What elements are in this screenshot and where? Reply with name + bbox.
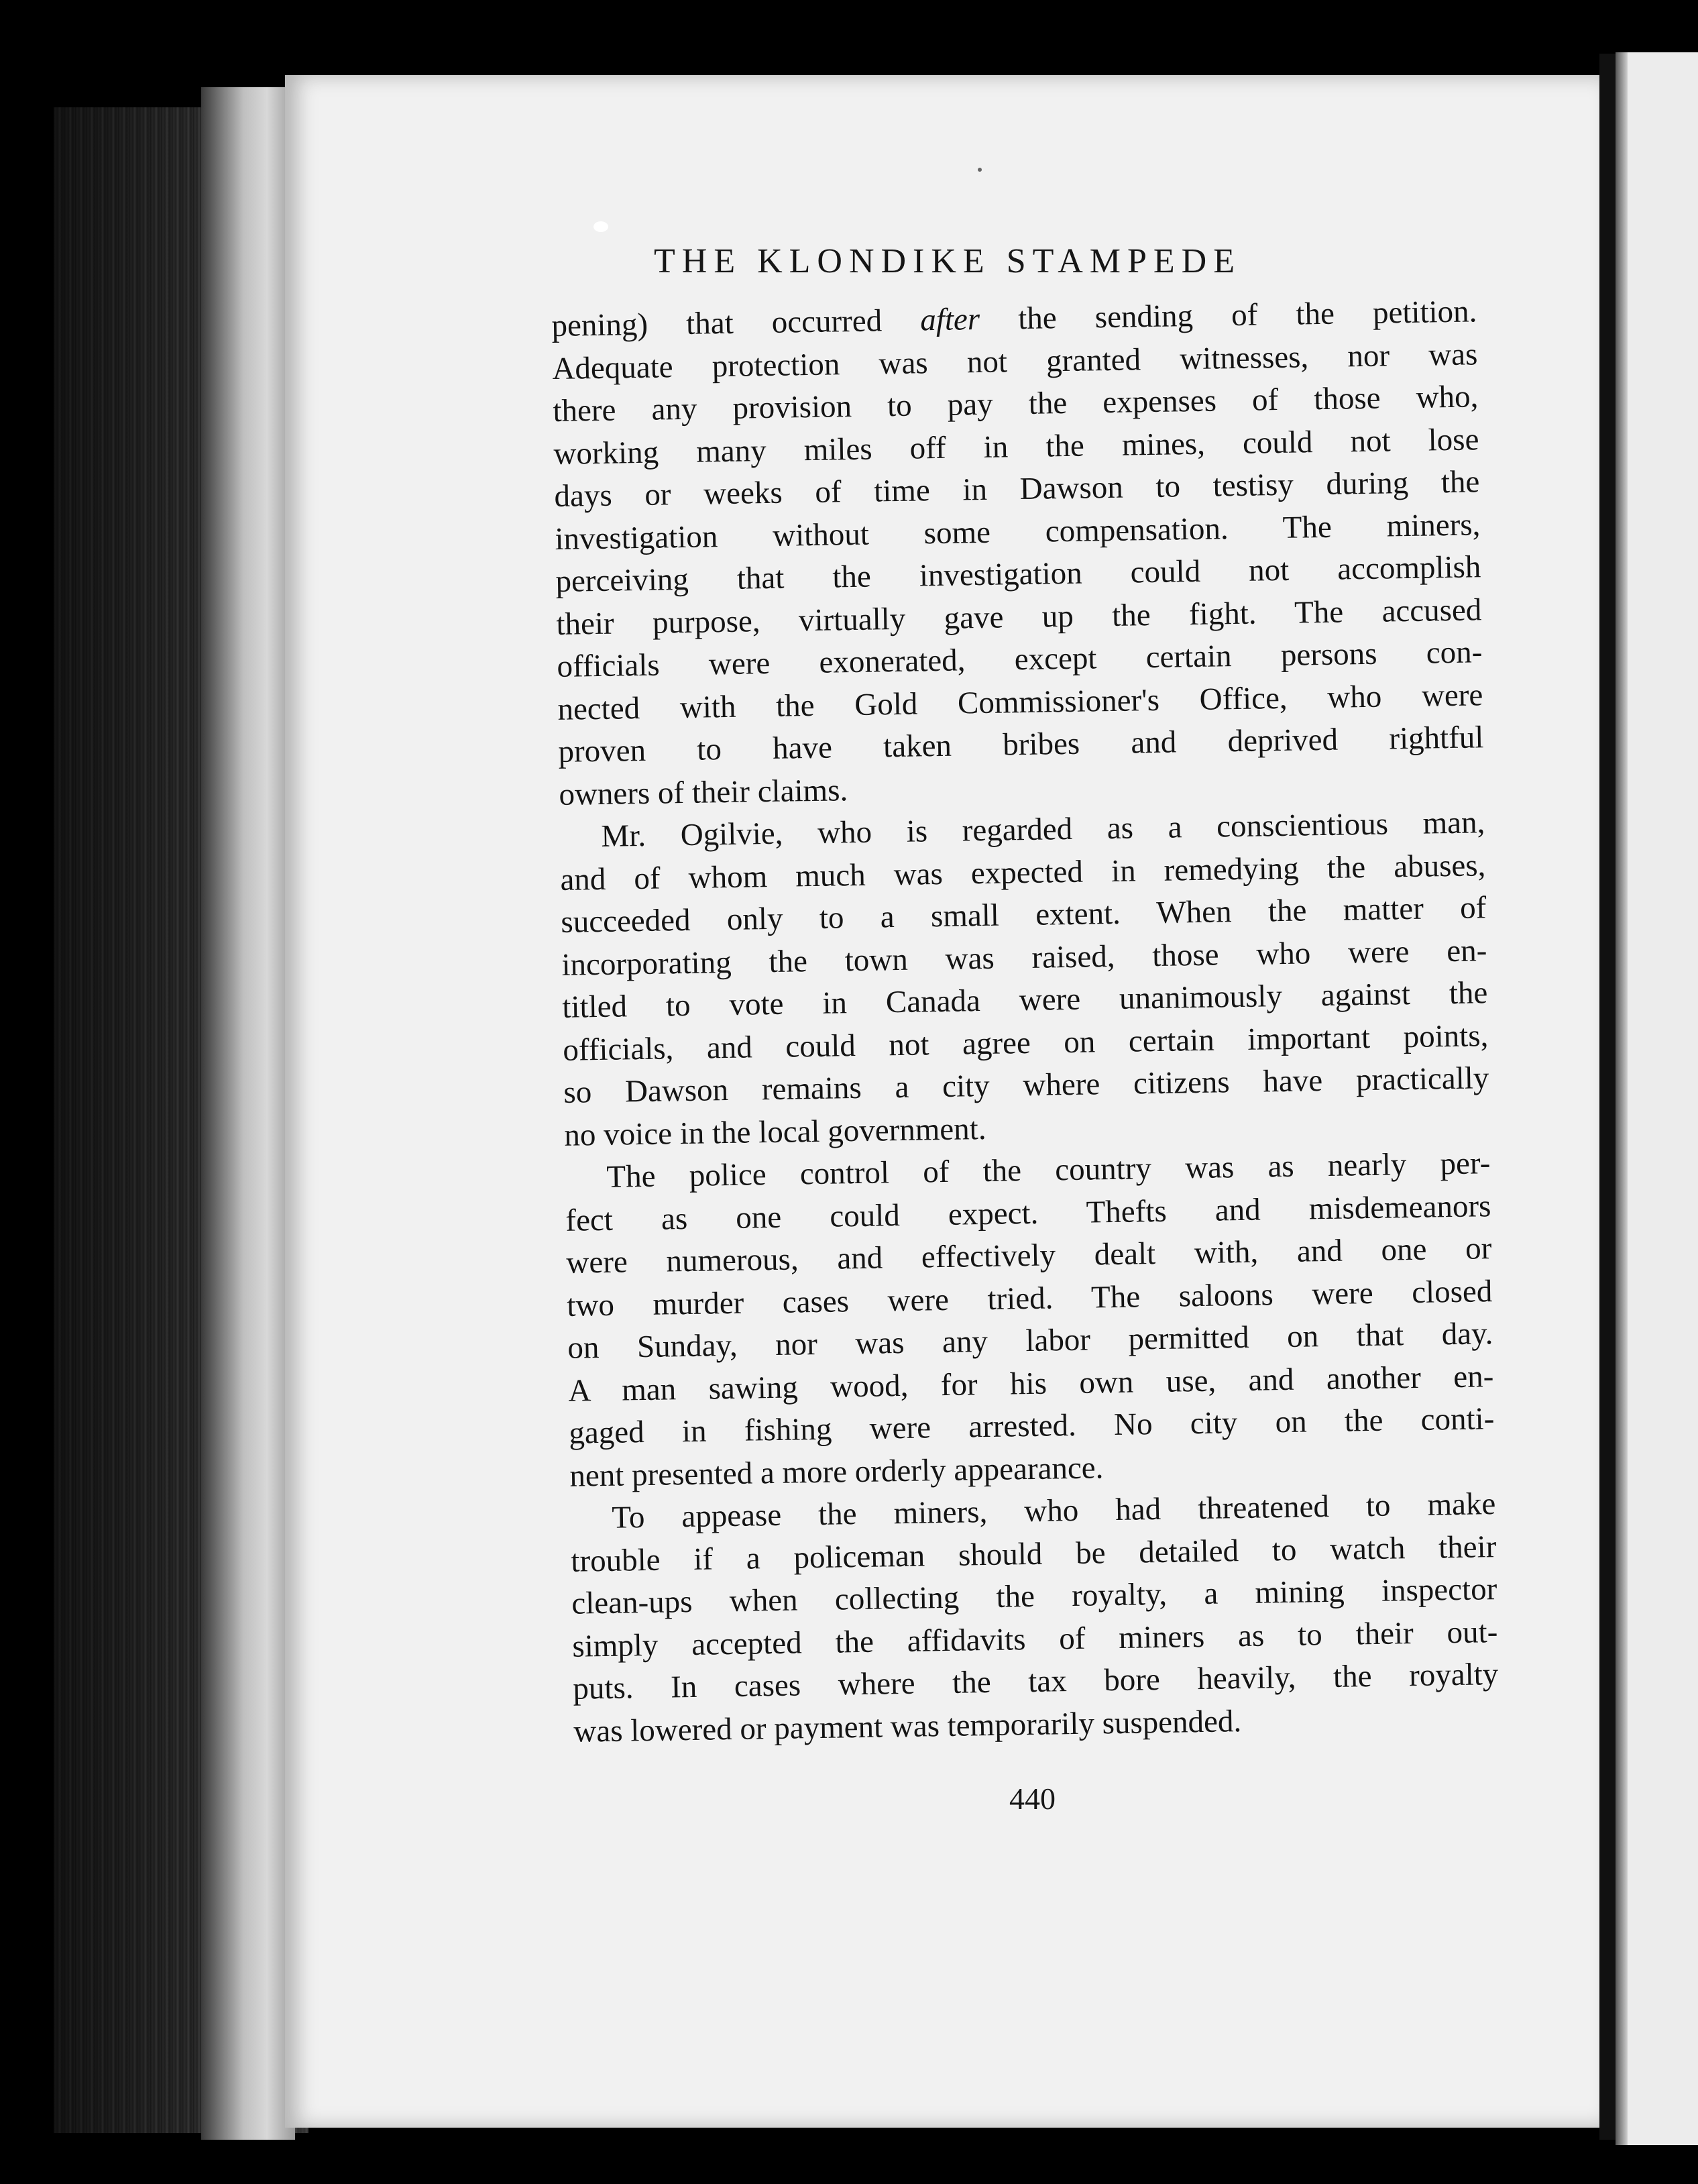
facing-page-gutter (1616, 52, 1628, 2145)
paragraph (565, 1142, 1495, 1498)
text-line: and of whom much was expected in remedying the abuses, (560, 847, 1486, 897)
text-line: days or weeks of time in Dawson to testisy during the (554, 464, 1480, 514)
text-line: officials were exonerated, except certain persons con- (557, 635, 1483, 684)
paragraph (551, 290, 1485, 816)
facing-page-edge (1616, 52, 1698, 2145)
text-line: proven to have taken bribes and deprived rightful (558, 720, 1484, 769)
text-line: The police control of the country was as nearly per- (606, 1146, 1491, 1195)
running-head: THE KLONDIKE STAMPEDE (654, 242, 1241, 280)
text-line: incorporating the town was raised, those who were en- (561, 932, 1487, 983)
text-line: gaged in fishing were arrested. No city on the conti- (569, 1401, 1495, 1451)
text-line: investigation without some compensation. The miners, (555, 506, 1481, 557)
page-gutter (201, 87, 295, 2140)
text-line: titled to vote in Canada were unanimously against the (562, 975, 1488, 1025)
text-line: officials, and could not agree on certain important points, (563, 1018, 1489, 1068)
text-line: trouble if a policeman should be detailed to watch their (571, 1529, 1497, 1579)
text-line: succeeded only to a small extent. When the matter of (561, 890, 1487, 940)
page-number: 440 (1009, 1782, 1056, 1816)
text-line: two murder cases were tried. The saloons were closed (567, 1273, 1493, 1323)
text-line: A man sawing wood, for his own use, and another en- (568, 1358, 1494, 1409)
text-line: perceiving that the investigation could not accomplish (555, 549, 1481, 599)
text-run: the sending of the petition. (979, 294, 1477, 337)
paragraph (570, 1483, 1499, 1753)
text-line: simply accepted the affidavits of miners as to their out- (571, 1614, 1498, 1664)
text-line: clean-ups when collecting the royalty, a mining inspector (571, 1572, 1497, 1621)
text-line: working many miles off in the mines, could not lose (553, 421, 1479, 472)
text-line: nected with the Gold Commissioner's Office, who were (557, 677, 1483, 727)
text-line: nent presented a more orderly appearance. (569, 1450, 1104, 1494)
text-line: so Dawson remains a city where citizens have practically (563, 1060, 1489, 1110)
italic-word: after (919, 301, 980, 338)
text-line: was lowered or payment was temporarily suspended. (573, 1703, 1242, 1749)
paragraph (559, 802, 1490, 1157)
text-line: their purpose, virtually gave up the fight. The accused (556, 592, 1482, 642)
text-line: fect as one could expect. Thefts and misdemeanors (565, 1188, 1491, 1238)
page-fold-shadow (1599, 54, 1616, 2140)
text-line: Mr. Ogilvie, who is regarded as a conscientious man, (601, 805, 1485, 854)
paper-speck (593, 221, 608, 232)
body-text (551, 290, 1499, 1753)
text-line: no voice in the local government. (564, 1111, 986, 1153)
text-line: on Sunday, nor was any labor permitted on that day. (567, 1316, 1493, 1366)
paper-speck (978, 168, 982, 172)
text-line: were numerous, and effectively dealt with, and one or (566, 1231, 1492, 1280)
text-run: pening) that occurred (551, 303, 921, 343)
text-line: puts. In cases where the tax bore heavily, the royalty (572, 1657, 1499, 1706)
text-line: there any provision to pay the expenses of those who, (553, 379, 1479, 429)
text-line: To appease the miners, who had threatened to make (611, 1486, 1496, 1535)
text-line: Adequate protection was not granted witnesses, nor was (552, 336, 1478, 386)
text-line: owners of their claims. (559, 772, 848, 812)
